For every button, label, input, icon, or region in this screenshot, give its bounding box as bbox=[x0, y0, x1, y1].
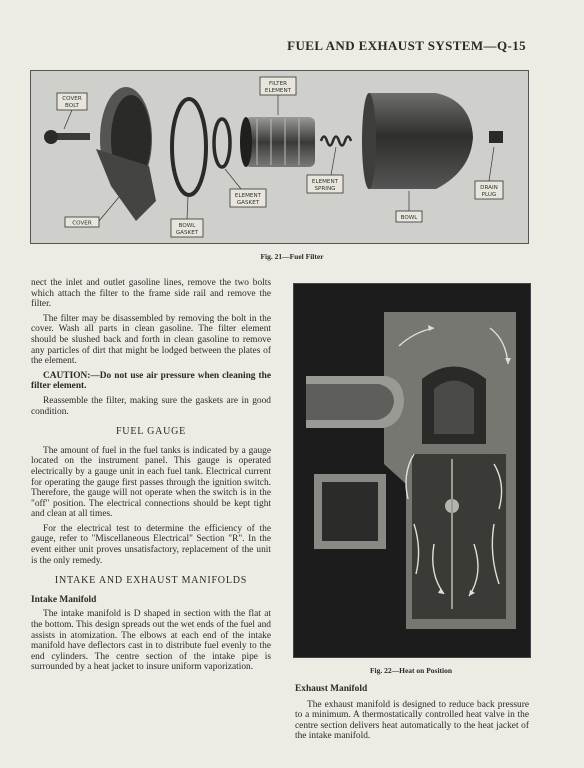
drain-plug-part bbox=[489, 131, 503, 143]
svg-text:GASKET: GASKET bbox=[236, 200, 260, 206]
label-bowl-gasket bbox=[171, 197, 203, 237]
svg-text:FILTER: FILTER bbox=[268, 81, 288, 87]
heat-on-position-figure bbox=[293, 283, 531, 658]
paragraph: For the electrical test to determine the efficiency of the gauge, refer to "Miscellaneous Electrical" Section "R". In the event either unit proves unsatisfactory, replacement of the unit is the only remedy. bbox=[31, 523, 271, 566]
cover-bolt-part bbox=[44, 130, 90, 144]
filter-element-part bbox=[240, 117, 315, 167]
label-element-gasket bbox=[225, 169, 266, 207]
svg-text:BOWL: BOWL bbox=[178, 223, 196, 229]
figure-21-caption: Fig. 21—Fuel Filter bbox=[260, 252, 324, 261]
caution-note: CAUTION:—Do not use air pressure when cleaning the filter element. bbox=[31, 370, 271, 392]
figure-22-caption: Fig. 22—Heat on Position bbox=[369, 666, 453, 675]
svg-text:COVER: COVER bbox=[62, 96, 82, 102]
label-cover bbox=[65, 197, 119, 227]
svg-text:ELEMENT: ELEMENT bbox=[234, 193, 262, 199]
svg-text:GASKET: GASKET bbox=[175, 230, 199, 236]
left-text-column bbox=[31, 278, 271, 677]
paragraph: Reassemble the filter, making sure the gaskets are in good condition. bbox=[31, 395, 271, 417]
svg-text:SPRING: SPRING bbox=[314, 186, 336, 192]
paragraph: The filter may be disassembled by removing the bolt in the cover. Wash all parts in clean gasoline. The filter element should be slushed back and forth in clean gasoline to remove any particles of dirt that might be lodged between the plates of the element. bbox=[31, 313, 271, 367]
svg-text:ELEMENT: ELEMENT bbox=[311, 179, 339, 185]
section-heading-fuel-gauge: FUEL GAUGE bbox=[115, 426, 187, 438]
label-drain-plug bbox=[475, 147, 503, 199]
subheading-intake-manifold: Intake Manifold bbox=[31, 594, 97, 605]
page-header: FUEL AND EXHAUST SYSTEM—Q-15 bbox=[287, 38, 526, 53]
svg-text:BOWL: BOWL bbox=[400, 215, 418, 221]
bowl-part bbox=[362, 93, 473, 189]
paragraph: The amount of fuel in the fuel tanks is indicated by a gauge located on the instrument panel. This gauge is operated electrically by a gauge unit in each fuel tank. Electrical current for operating the gauge first passes through the ignition switch. Therefore, the gauge will not operate when the switch is in the "off" position. The electrical connections should be kept tight and clean at all times. bbox=[31, 445, 271, 520]
fuel-filter-figure bbox=[30, 70, 529, 244]
bowl-gasket-part bbox=[172, 99, 206, 195]
cover-part bbox=[96, 87, 156, 221]
element-spring-part bbox=[321, 137, 351, 146]
svg-text:ELEMENT: ELEMENT bbox=[264, 88, 292, 94]
fuel-filter-exploded-diagram bbox=[31, 71, 528, 243]
paragraph: The intake manifold is D shaped in section with the flat at the bottom. This design spreads out the wet ends of the fuel and assists in atomization. The elbows at each end of the intake manifold have deflectors cast in to distribute fuel evenly to the end cylinders. The centre section of the intake pipe is surrounded by a heat jacket to insure uniform vaporization. bbox=[31, 609, 271, 673]
paragraph: nect the inlet and outlet gasoline lines, remove the two bolts which attach the filter to the frame side rail and remove the filter. bbox=[31, 278, 271, 310]
svg-text:DRAIN: DRAIN bbox=[480, 185, 498, 191]
svg-text:COVER: COVER bbox=[72, 220, 92, 227]
manifold-cross-section-diagram bbox=[294, 284, 530, 657]
subheading-exhaust-manifold: Exhaust Manifold bbox=[295, 684, 368, 694]
section-heading-manifolds: INTAKE AND EXHAUST MANIFOLDS bbox=[54, 575, 248, 587]
label-bowl bbox=[396, 191, 422, 222]
element-gasket-part bbox=[214, 119, 230, 167]
svg-text:PLUG: PLUG bbox=[481, 192, 497, 198]
label-cover-bolt bbox=[57, 93, 87, 129]
label-filter-element bbox=[260, 77, 296, 115]
right-text-column bbox=[295, 684, 529, 742]
svg-text:BOLT: BOLT bbox=[65, 103, 79, 109]
paragraph: The exhaust manifold is designed to reduce back pressure to a minimum. A thermostatically controlled heat valve in the centre section delivers heat automatically to the heat jacket of the intake manifold. bbox=[295, 699, 529, 742]
